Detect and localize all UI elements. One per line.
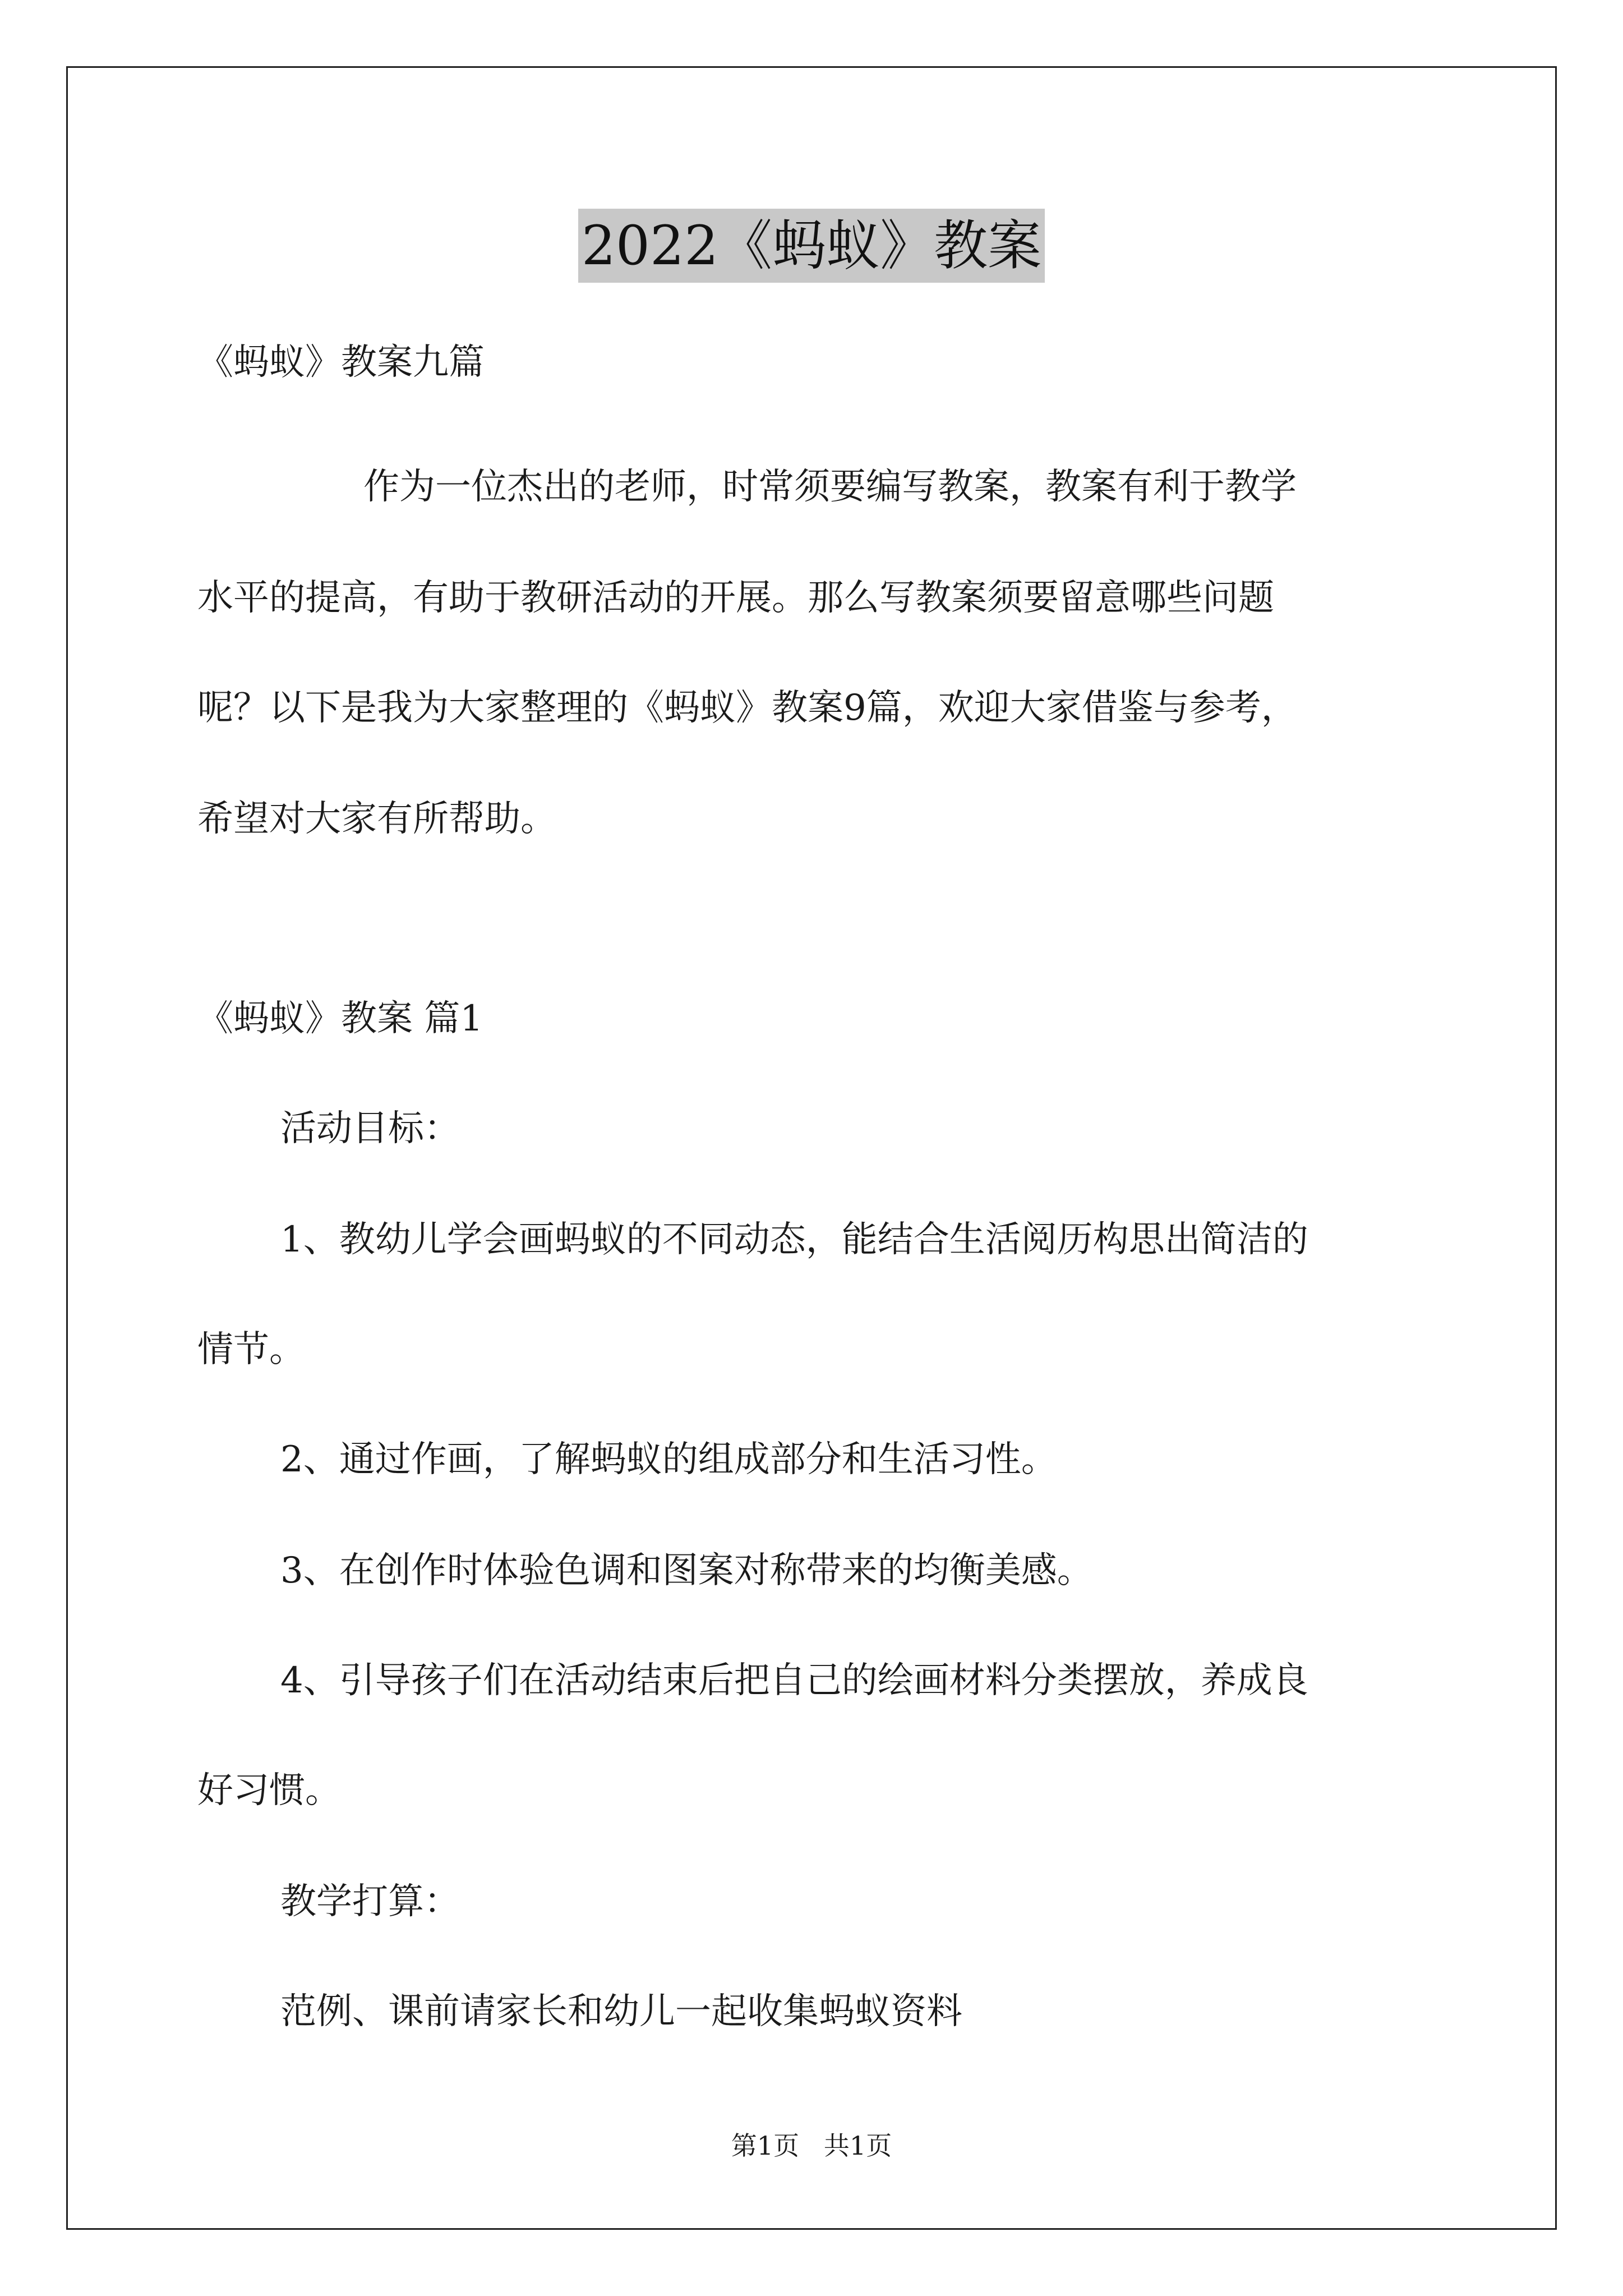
paragraph-line: 2、通过作画，了解蚂蚁的组成部分和生活习性。 — [280, 1439, 1057, 1480]
paragraph-line: 作为一位杰出的老师，时常须要编写教案，教案有利于教学 — [363, 466, 1297, 508]
paragraph-line: 水平的提高，有助于教研活动的开展。那么写教案须要留意哪些问题 — [197, 577, 1274, 619]
paragraph-line: 希望对大家有所帮助。 — [197, 798, 556, 840]
paragraph-line: 范例、课前请家长和幼儿一起收集蚂蚁资料 — [280, 1991, 962, 2032]
document-title: 2022《蚂蚁》教案 — [578, 209, 1045, 283]
subtitle: 《蚂蚁》教案九篇 — [197, 342, 485, 383]
paragraph-line: 好习惯。 — [197, 1770, 341, 1811]
paragraph-line: 情节。 — [197, 1329, 305, 1370]
paragraph-line: 3、在创作时体验色调和图案对称带来的均衡美感。 — [280, 1550, 1093, 1591]
section-heading: 《蚂蚁》教案 篇1 — [197, 998, 483, 1039]
paragraph-line: 4、引导孩子们在活动结束后把自己的绘画材料分类摆放，养成良 — [280, 1660, 1308, 1701]
paragraph-line: 1、教幼儿学会画蚂蚁的不同动态，能结合生活阅历构思出简洁的 — [280, 1219, 1308, 1260]
paragraph-line: 教学打算： — [280, 1881, 460, 1922]
paragraph-line: 活动目标： — [280, 1108, 460, 1149]
page-footer: 第1页 共1页 — [731, 2131, 892, 2161]
title-container — [0, 209, 1623, 283]
paragraph-line: 呢？以下是我为大家整理的《蚂蚁》教案9篇，欢迎大家借鉴与参考， — [197, 687, 1297, 729]
